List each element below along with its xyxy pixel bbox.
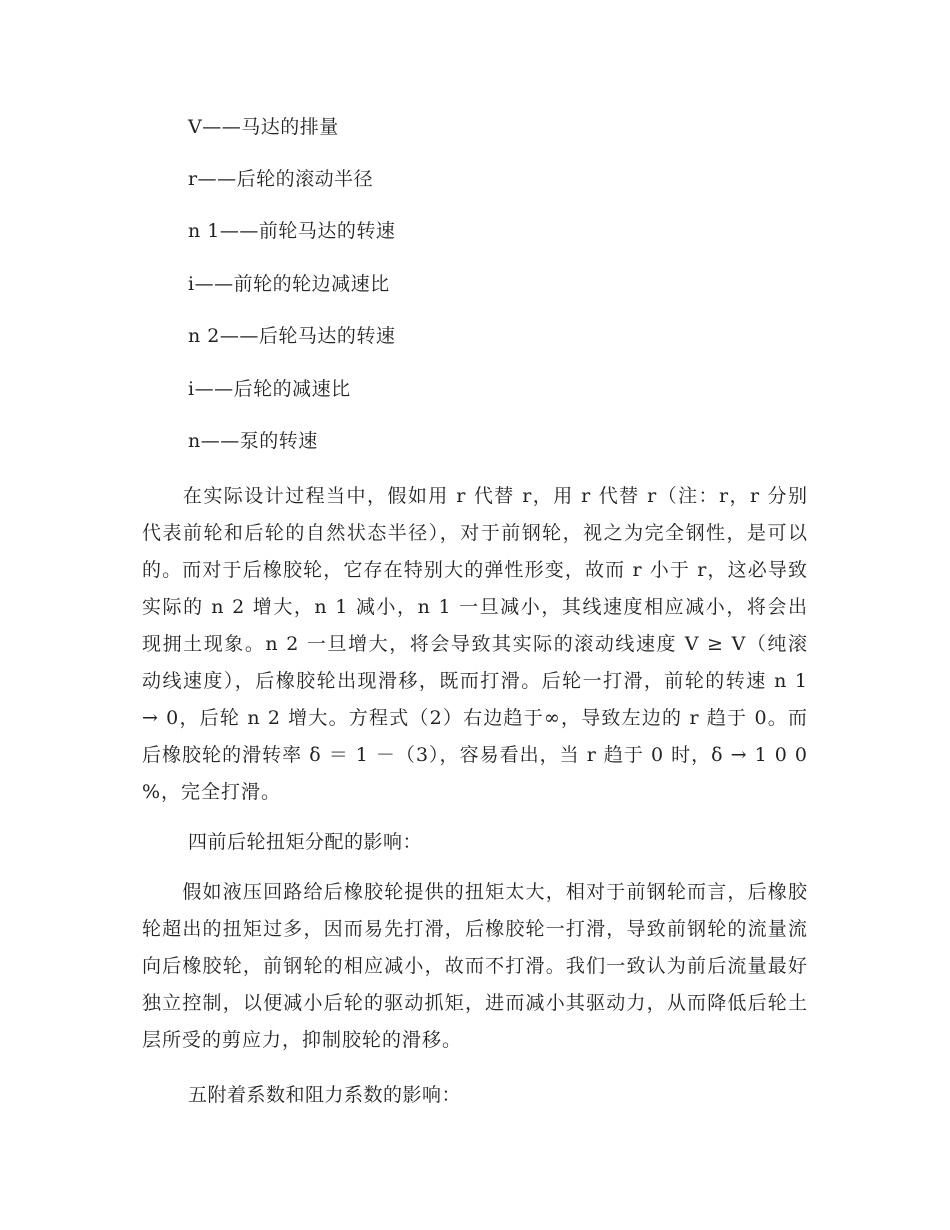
section-heading-adhesion: 五附着系数和阻力系数的影响： xyxy=(188,1084,462,1106)
definition-front-motor-speed: n 1——前轮马达的转速 xyxy=(188,220,396,242)
paragraph-torque-distribution: 假如液压回路给后橡胶轮提供的扭矩太大，相对于前钢轮而言，后橡胶轮超出的扭矩过多，因而易先打滑，后橡胶轮一打滑，导致前钢轮的流量流向后橡胶轮，前钢轮的相应减小，故而不打滑。我们一致认为前后流量最好独立控制，以便减小后轮的驱动抓矩，进而减小其驱动力，从而降低后轮土层所受的剪应力，抑制胶轮的滑移。 xyxy=(142,881,808,1051)
definition-rear-motor-speed: n 2——后轮马达的转速 xyxy=(188,325,396,347)
paragraph-design-analysis: 在实际设计过程当中，假如用 r 代替 r，用 r 代替 r（注：r，r 分别代表前轮和后轮的自然状态半径），对于前钢轮，视之为完全钢性，是可以的。而对于后橡胶轮，它存在特别大的弹性形变，故而 r 小于 r，这必导致实际的 n 2 增大，n 1 减小，n 1 一旦减小，其线速度相应减小，将会出现拥土现象。n 2 一旦增大，将会导致其实际的滚动线速度 V ≥ V（纯滚动线速度），后橡胶轮出现滑移，既而打滑。后轮一打滑，前轮的转速 n 1 → 0，后轮 n 2 增大。方程式（2）右边趋于∞，导致左边的 r 趋于 0。而后橡胶轮的滑转率 δ ＝ 1 －（3），容易看出，当 r 趋于 0 时，δ → 1 0 0 %，完全打滑。 xyxy=(142,485,808,803)
definition-rear-wheel-radius: r——后轮的滚动半径 xyxy=(188,168,374,190)
definition-rear-reduction-ratio: i——后轮的减速比 xyxy=(188,378,351,400)
definition-pump-speed: n——泵的转速 xyxy=(188,430,318,452)
section-heading-torque: 四前后轮扭矩分配的影响： xyxy=(188,831,423,853)
definition-displacement: V——马达的排量 xyxy=(188,116,339,138)
definition-front-reduction-ratio: i——前轮的轮边减速比 xyxy=(188,273,390,295)
